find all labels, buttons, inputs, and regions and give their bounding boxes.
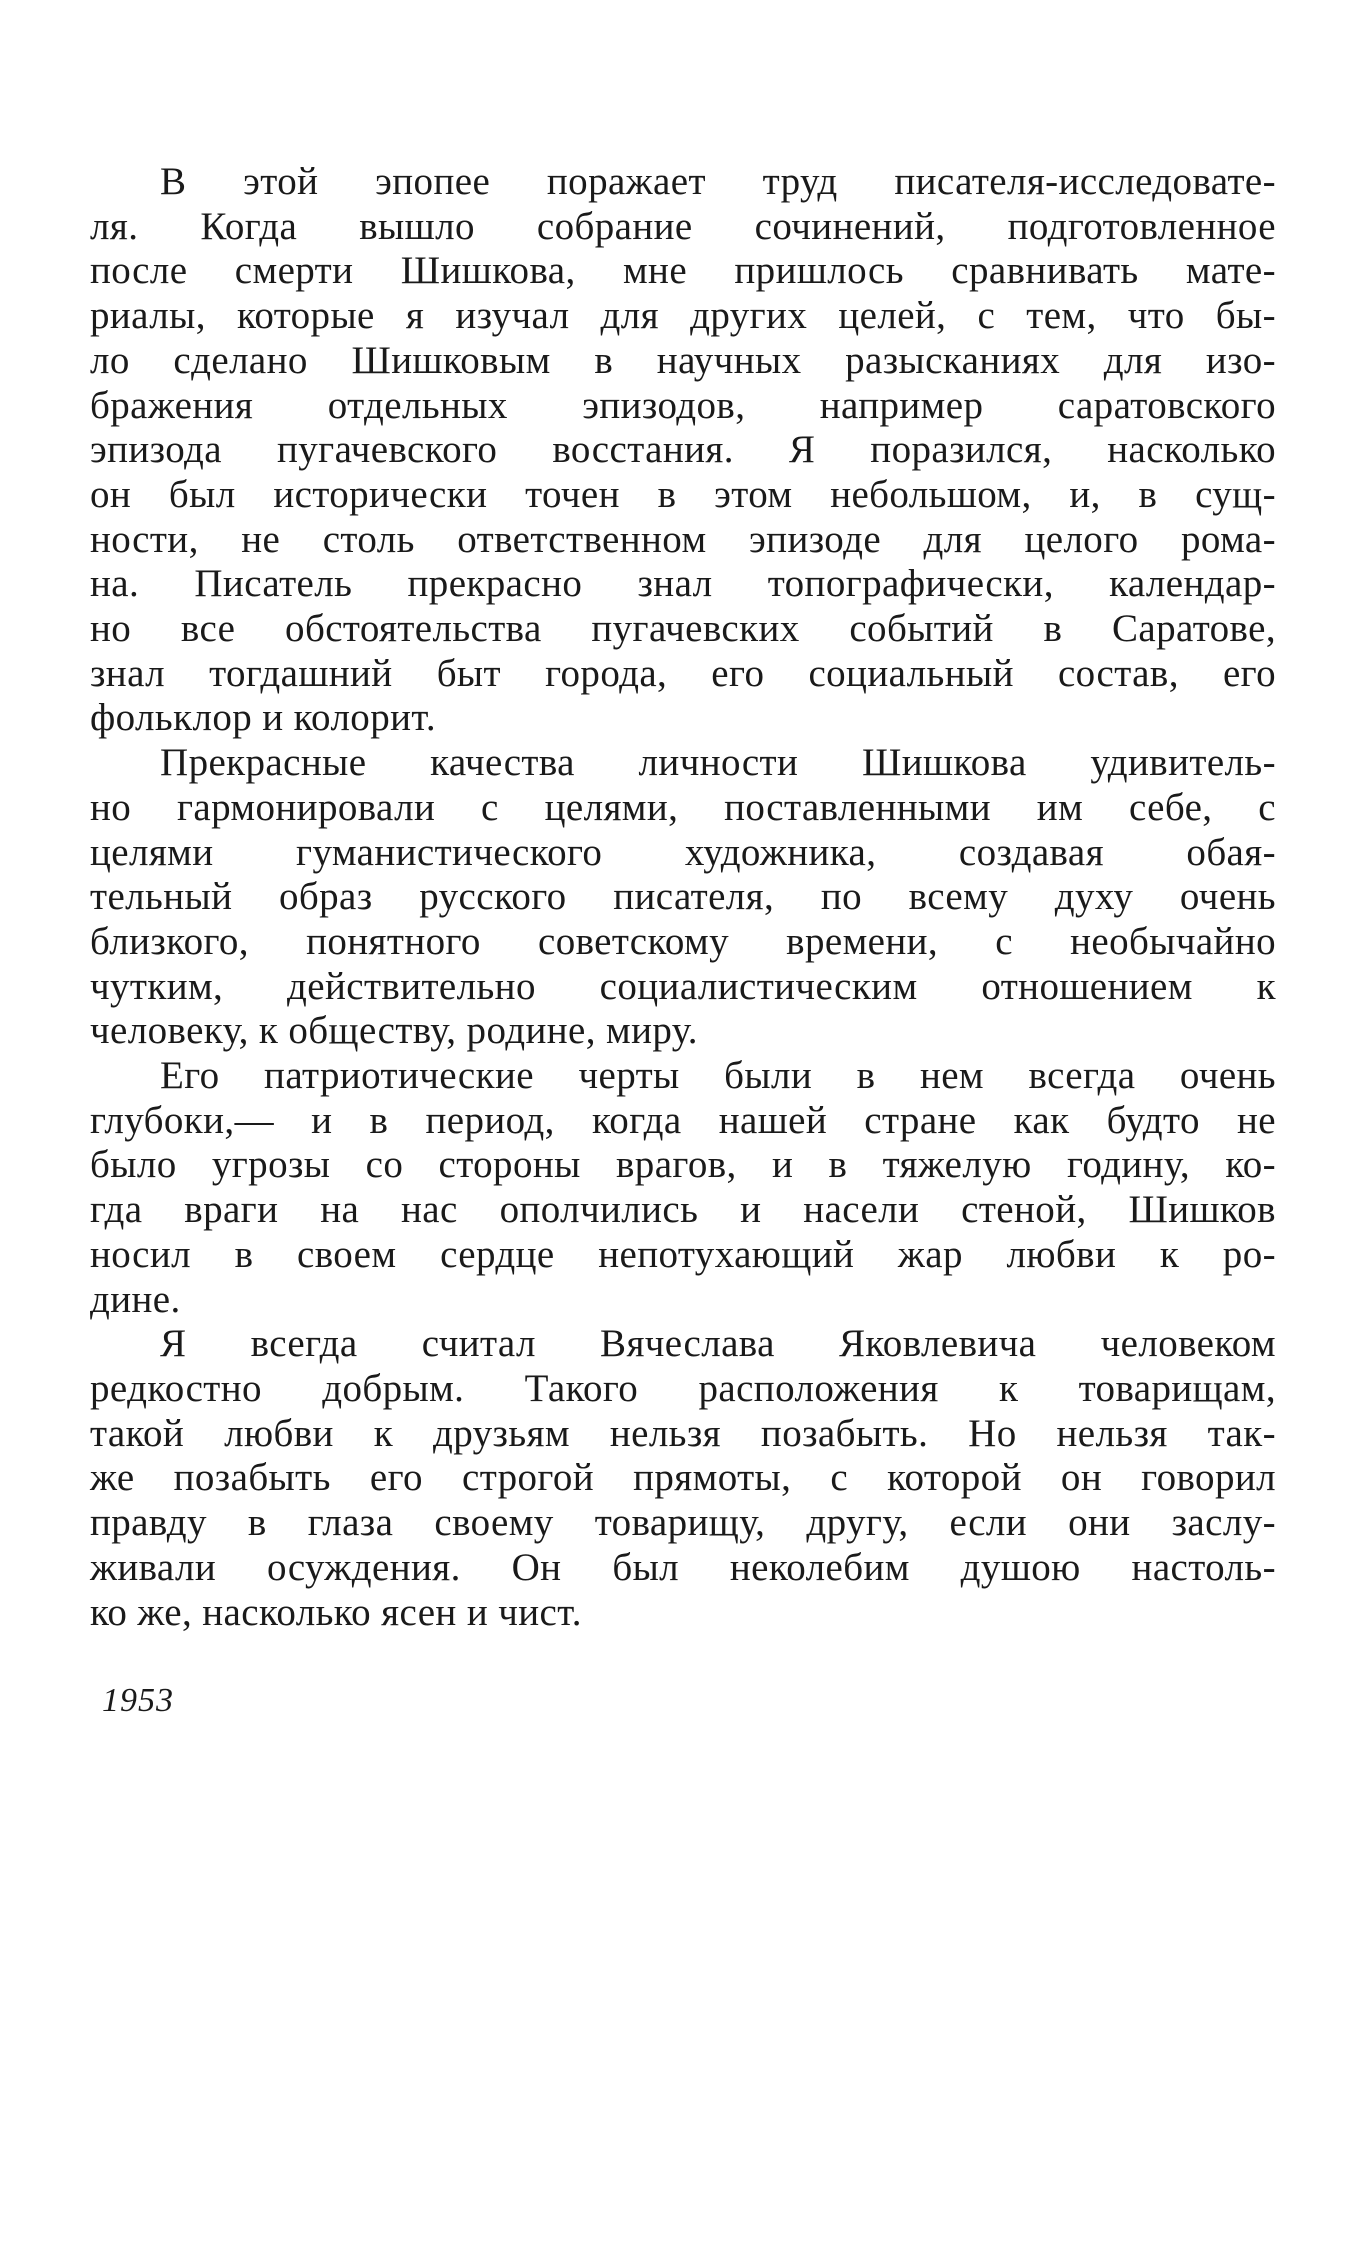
date-mark: 1953 <box>102 1682 174 1719</box>
paragraph-2 <box>90 741 1276 1054</box>
text-line: В этой эпопее поражает труд писателя-исследовате- <box>160 160 1276 203</box>
text-line: правду в глаза своему товарищу, другу, если они заслу- <box>90 1501 1276 1545</box>
body-text <box>90 160 1276 1635</box>
text-line: ко же, насколько ясен и чист. <box>90 1590 582 1634</box>
text-line: на. Писатель прекрасно знал топографически, календар- <box>90 562 1276 606</box>
text-line: тельный образ русского писателя, по всему духу очень <box>90 875 1276 919</box>
text-line: эпизода пугачевского восстания. Я поразился, насколько <box>90 428 1276 472</box>
text-line: гда враги на нас ополчились и насели стеной, Шишков <box>90 1188 1276 1232</box>
text-line: редкостно добрым. Такого расположения к товарищам, <box>90 1366 1276 1410</box>
text-line: Прекрасные качества личности Шишкова удивитель- <box>160 741 1276 785</box>
text-line: но все обстоятельства пугачевских событий в Саратове, <box>90 607 1276 651</box>
text-line: после смерти Шишкова, мне пришлось сравнивать мате- <box>90 249 1276 293</box>
text-line: близкого, понятного советскому времени, с необычайно <box>90 919 1276 963</box>
paragraph-4 <box>90 1322 1276 1635</box>
text-line: риалы, которые я изучал для других целей, с тем, что бы- <box>90 294 1276 338</box>
text-line: живали осуждения. Он был неколебим душою настоль- <box>90 1545 1276 1589</box>
text-line: знал тогдашний быт города, его социальный состав, его <box>90 651 1276 695</box>
text-line: человеку, к обществу, родине, миру. <box>90 1009 698 1053</box>
text-line: Его патриотические черты были в нем всегда очень <box>160 1054 1276 1098</box>
text-line: целями гуманистического художника, создавая обая- <box>90 830 1276 874</box>
text-line: ности, не столь ответственном эпизоде для целого рома- <box>90 517 1276 561</box>
text-line: носил в своем сердце непотухающий жар любви к ро- <box>90 1232 1276 1276</box>
text-line: такой любви к друзьям нельзя позабыть. Но нельзя так- <box>90 1411 1276 1455</box>
text-line: же позабыть его строгой прямоты, с которой он говорил <box>90 1456 1276 1500</box>
text-line: было угрозы со стороны врагов, и в тяжелую годину, ко- <box>90 1143 1276 1187</box>
text-line: глубоки,— и в период, когда нашей стране как будто не <box>90 1098 1276 1142</box>
text-line: бражения отдельных эпизодов, например саратовского <box>90 383 1276 427</box>
text-line: но гармонировали с целями, поставленными им себе, с <box>90 785 1276 829</box>
paragraph-3 <box>90 1054 1276 1322</box>
text-line: Я всегда считал Вячеслава Яковлевича человеком <box>160 1322 1276 1366</box>
text-line: ля. Когда вышло собрание сочинений, подготовленное <box>90 204 1276 248</box>
text-line: фольклор и колорит. <box>90 696 437 740</box>
text-line: чутким, действительно социалистическим отношением к <box>90 964 1276 1008</box>
text-line: он был исторически точен в этом небольшом, и, в сущ- <box>90 472 1276 516</box>
text-line: ло сделано Шишковым в научных разысканиях для изо- <box>90 338 1276 382</box>
text-line: дине. <box>90 1277 181 1321</box>
paragraph-1 <box>90 160 1276 741</box>
